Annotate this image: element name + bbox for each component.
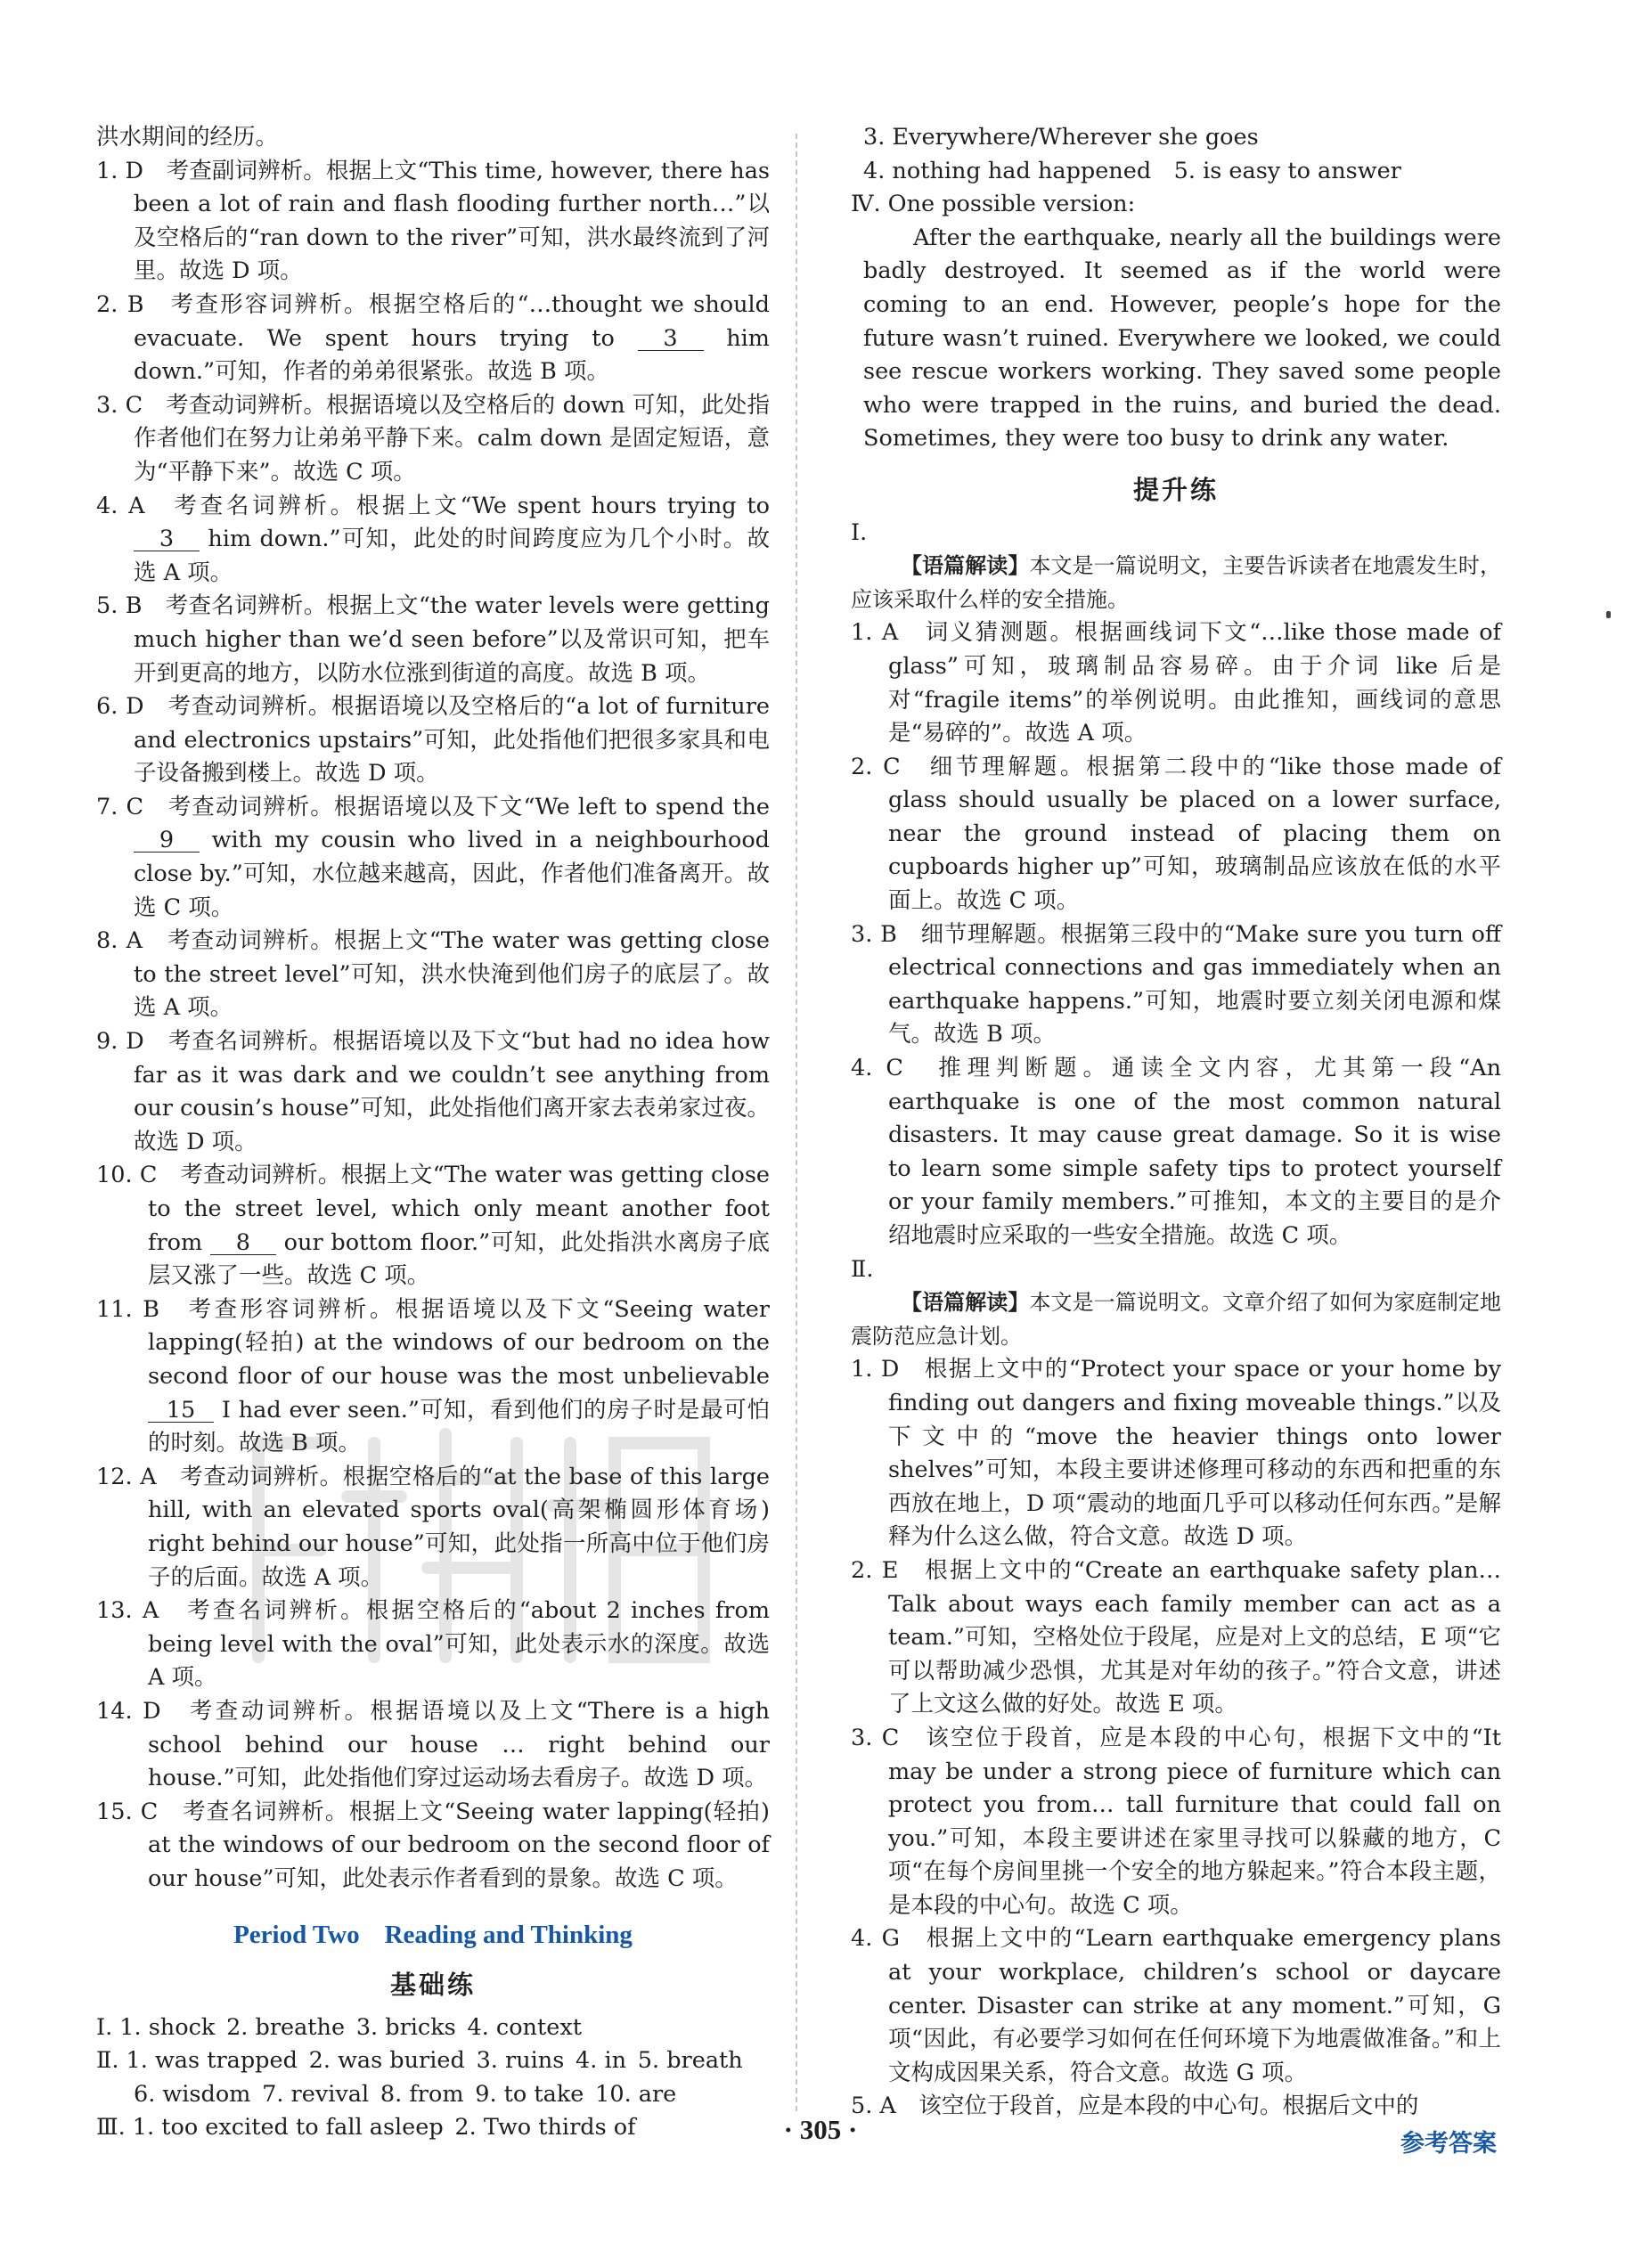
exercise-3-answers: Ⅲ. 1. too excited to fall asleep 2. Two thirds of: [96, 2114, 636, 2142]
intro-line: 洪水期间的经历。: [96, 124, 279, 151]
answer-4: 4. A 考查名词辨析。根据上文“We spent hours trying to 3 him down.”可知，此处的时间跨度应为几个小时。故选 A 项。: [96, 492, 770, 586]
answer-13: 13. A 考查名词辨析。根据空格后的“about 2 inches from being level with the oval”可知，此处表示水的深度。故选 A 项。: [96, 1597, 770, 1692]
answer-15: 15. C 考查名词辨析。根据上文“Seeing water lapping(轻拍) at the windows of our bedroom on the second floor of our house”可知，此处表示作者看到的景象。故选 C 项。: [96, 1798, 770, 1892]
exercise-3-answer-3: 3. Everywhere/Wherever she goes: [863, 124, 1259, 151]
cloze-answer-2: 2. E 根据上文中的“Create an earthquake safety plan… Talk about ways each family member can act as a team.”可知，空格处位于段尾，应是对上文的总结，E 项“它可以帮助减少恐惧，尤其是对年幼的孩子。”符合文意，讲述了上文这么做的好处。故选 E 项。: [851, 1556, 1501, 1718]
answer-8: 8. A 考查动词辨析。根据上文“The water was getting close to the street level”可知，洪水快淹到他们房子的底层了。故选 A 项。: [96, 927, 770, 1022]
cloze-answer-5: 5. A 该空位于段首，应是本段的中心句。根据后文中的: [851, 2093, 1419, 2120]
cloze-answer-4: 4. G 根据上文中的“Learn earthquake emergency plans at your workplace, children’s school or daycare center. Disaster can strike at any moment.”可知，G 项“因此，有必要学习如何在任何环境下为地震做准备。”和上文构成因果关系，符合文意。故选 G 项。: [851, 1925, 1501, 2086]
answer-14: 14. D 考查动词辨析。根据语境以及上文“There is a high school behind our house … right behind our house.”可知，此处指他们穿过运动场去看房子。故选 D 项。: [96, 1697, 770, 1792]
footer-section-label: 参考答案: [1400, 2130, 1497, 2158]
column-divider: [796, 134, 797, 2111]
answer-9: 9. D 考查名词辨析。根据语境以及下文“but had no idea how far as it was dark and we couldn’t see anything from our cousin’s house”可知，此处指他们离开家去表弟家过夜。故选 D 项。: [96, 1028, 770, 1155]
blank-number: 9: [134, 828, 200, 853]
right-column: [851, 121, 1501, 2124]
exercise-2-answers: Ⅱ. 1. was trapped 2. was buried 3. ruins 4. in 5. breath: [96, 2047, 743, 2075]
answer-7: 7. C 考查动词辨析。根据语境以及下文“We left to spend the 9 with my cousin who lived in a neighbourhood close by.”可知，水位越来越高，因此，作者他们准备离开。故选 C 项。: [96, 793, 770, 921]
reading-answer-4: 4. C 推理判断题。通读全文内容，尤其第一段“An earthquake is one of the most common natural disasters. It may cause great damage. So it is wise to learn some simple safety tips to protect yourself or your family members.”可推知，本文的主要目的是介绍地震时应采取的一些安全措施。故选 C 项。: [851, 1055, 1501, 1249]
sample-essay: After the earthquake, nearly all the buildings were badly destroyed. It seemed as if the world were coming to an end. However, people’s hope for the future wasn’t ruined. Everywhere we looked, we could see rescue workers working. They saved some people who were trapped in the ruins, and buried the dead. Sometimes, they were too busy to drink any water.: [863, 224, 1501, 453]
blank-number: 3: [134, 527, 200, 551]
cloze-answer-1: 1. D 根据上文中的“Protect your space or your home by finding out dangers and fixing moveable things.”以及下文中的“move the heavier things onto lower shelves”可知，本段主要讲述修理可移动的东西和把重的东西放在地上，D 项“震动的地面几乎可以移动任何东西。”是解释为什么这么做，符合文意。故选 D 项。: [851, 1356, 1501, 1551]
exercise-3-answer-4-5: 4. nothing had happened 5. is easy to answer: [863, 157, 1401, 184]
blank-number: 8: [210, 1231, 276, 1255]
reading-answer-1: 1. A 词义猜测题。根据画线词下文“…like those made of glass”可知，玻璃制品容易碎。由于介词 like 后是对“fragile items”的举例说明。由此推知，画线词的意思是“易碎的”。故选 A 项。: [851, 619, 1501, 747]
blank-number: 3: [638, 327, 704, 351]
answer-6: 6. D 考查动词辨析。根据语境以及空格后的“a lot of furniture and electronics upstairs”可知，此处指他们把很多家具和电子设备搬到楼上。故选 D 项。: [96, 693, 770, 787]
part-2-analysis: 【语篇解读】本文是一篇说明文。文章介绍了如何为家庭制定地震防范应急计划。: [851, 1290, 1502, 1349]
answer-10: 10. C 考查动词辨析。根据上文“The water was getting close to the street level, which only meant another foot from 8 our bottom floor.”可知，此处指洪水离房子底层又涨了一些。故选 C 项。: [96, 1162, 770, 1290]
part-1-label: Ⅰ.: [851, 518, 868, 546]
advanced-practice-heading: 提升练: [1132, 474, 1219, 505]
cloze-answer-3: 3. C 该空位于段首，应是本段的中心句，根据下文中的“It may be under a strong piece of furniture which can protect you from… tall furniture that could fall on you.”可知，本段主要讲述在家里寻找可以躲藏的地方，C 项“在每个房间里挑一个安全的地方躲起来。”符合本段主题，是本段的中心句。故选 C 项。: [851, 1724, 1501, 1919]
answer-12: 12. A 考查动词辨析。根据空格后的“at the base of this large hill, with an elevated sports oval(高架椭圆形体育场) right behind our house”可知，此处指一所高中位于他们房子的后面。故选 A 项。: [96, 1463, 770, 1591]
reading-answer-2: 2. C 细节理解题。根据第二段中的“like those made of glass should usually be placed on a lower surface, near the ground instead of placing them on cupboards higher up”可知，玻璃制品应该放在低的水平面上。故选 C 项。: [851, 753, 1501, 915]
basic-practice-heading: 基础练: [389, 1970, 476, 2001]
reading-answer-3: 3. B 细节理解题。根据第三段中的“Make sure you turn off electrical connections and gas immediately when an earthquake happens.”可知，地震时要立刻关闭电源和煤气。故选 B 项。: [851, 920, 1501, 1048]
left-column: [96, 121, 770, 2145]
exercise-4-label: Ⅳ. One possible version:: [851, 191, 1136, 218]
page-number: · 305 ·: [783, 2114, 858, 2145]
margin-dot: [1606, 611, 1611, 618]
exercise-2-answers-cont: 6. wisdom 7. revival 8. from 9. to take 10. are: [134, 2080, 677, 2108]
answer-3: 3. C 考查动词辨析。根据语境以及空格后的 down 可知，此处指作者他们在努力让弟弟平静下来。calm down 是固定短语，意为“平静下来”。故选 C 项。: [96, 391, 770, 485]
period-heading: Period Two Reading and Thinking: [233, 1921, 633, 1950]
answer-2: 2. B 考查形容词辨析。根据空格后的“…thought we should evacuate. We spent hours trying to 3 him down.”可知，作者的弟弟很紧张。故选 B 项。: [96, 290, 770, 386]
blank-number: 15: [148, 1399, 214, 1423]
part-2-label: Ⅱ.: [851, 1255, 874, 1283]
answer-11: 11. B 考查形容词辨析。根据语境以及下文“Seeing water lapping(轻拍) at the windows of our bedroom on the second floor of our house was the most unbelievable 15 I had ever seen.”可知，看到他们的房子时是最可怕的时刻。故选 B 项。: [96, 1295, 770, 1457]
exercise-1-answers: Ⅰ. 1. shock 2. breathe 3. bricks 4. context: [96, 2013, 582, 2041]
answer-1: 1. D 考查副词辨析。根据上文“This time, however, there has been a lot of rain and flash flooding further north…”以及空格后的“ran down to the river”可知，洪水最终流到了河里。故选 D 项。: [96, 157, 770, 285]
part-1-analysis: 【语篇解读】本文是一篇说明文，主要告诉读者在地震发生时，应该采取什么样的安全措施。: [851, 553, 1502, 612]
answer-5: 5. B 考查名词辨析。根据上文“the water levels were getting much higher than we’d seen before”以及常识可知，把车开到更高的地方，以防水位涨到街道的高度。故选 B 项。: [96, 592, 770, 687]
